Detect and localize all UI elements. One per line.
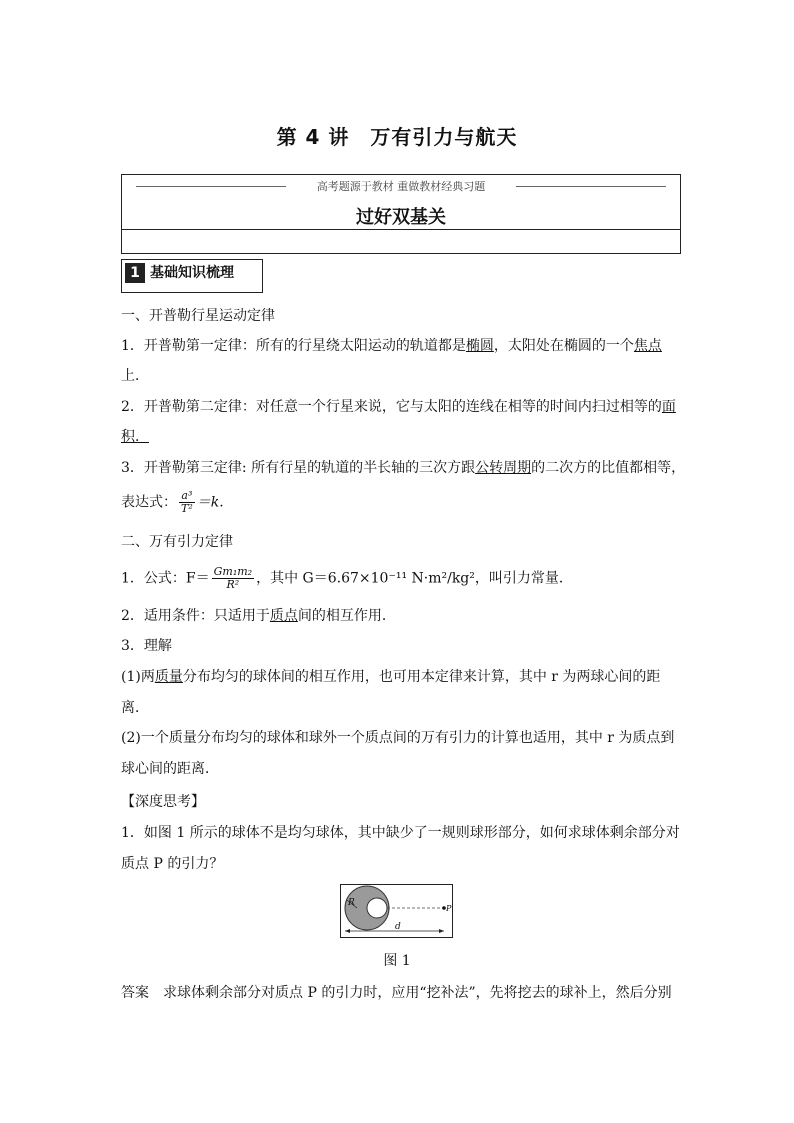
- kepler-third-law: 3．开普勒第三定律: 所有行星的轨道的半长轴的三次方跟公转周期的二次方的比值都相等，: [121, 460, 686, 476]
- kepler-fraction: $\frac{\text{a³}}{\text{T²}}$: [181, 489, 193, 515]
- gravitation-fraction: $\frac{\text{Gm₁m₂}}{\text{R²}}$: [213, 565, 253, 591]
- p-label: P: [446, 904, 452, 913]
- answer: [121, 984, 672, 1002]
- kepler-expression: 表达式： $\frac{\text{a³}}{\text{T²}}$ ＝k.: [121, 489, 224, 515]
- gravitation-formula: 1．公式：F＝ $\frac{\text{Gm₁m₂}}{\text{R²}}$ ，其中 G＝6.67×10⁻¹¹ N·m²/kg²，叫引力常量．: [121, 565, 573, 591]
- point-1-end: 离．: [121, 700, 149, 716]
- point-2: (2)一个质量分布均匀的球体和球外一个质点间的万有引力的计算也适用，其中 r 为质点到: [121, 730, 675, 746]
- banner: [121, 174, 681, 254]
- section-number: 1: [125, 263, 145, 283]
- banner-subtitle: 高考题源于教材 重做教材经典习题: [311, 180, 492, 193]
- kepler-second-law-end: 积．: [121, 429, 149, 445]
- applicable-condition: 2．适用条件：只适用于质点间的相互作用．: [121, 608, 396, 624]
- kepler-first-law: 1．开普勒第一定律：所有的行星绕太阳运动的轨道都是椭圆，太阳处在椭圆的一个焦点: [121, 338, 662, 354]
- kepler-first-law-end: 上．: [121, 368, 149, 384]
- figure-hollow-sphere: [340, 884, 453, 938]
- answer-text: 求球体剩余部分对质点 P 的引力时，应用“挖补法”，先将挖去的球补上，然后分别: [163, 985, 672, 1001]
- point-2-end: 球心间的距离．: [121, 761, 219, 777]
- question-1-end: 质点 P 的引力？: [121, 856, 224, 872]
- banner-main-title: 过好双基关: [356, 207, 446, 228]
- page-title: 第 4 讲 万有引力与航天: [276, 125, 518, 149]
- kepler-second-law: 2．开普勒第二定律：对任意一个行星来说，它与太阳的连线在相等的时间内扫过相等的面: [121, 399, 676, 415]
- understanding-heading: 3．理解: [121, 638, 172, 654]
- d-label: d: [395, 922, 401, 932]
- heading-gravitation: 二、万有引力定律: [121, 534, 233, 550]
- cavity: [367, 898, 387, 918]
- section-label: 基础知识梳理: [150, 265, 234, 281]
- deep-thinking-heading: 【深度思考】: [121, 794, 205, 810]
- heading-kepler: 一、开普勒行星运动定律: [121, 308, 275, 324]
- figure-caption: 图 1: [383, 953, 411, 969]
- point-1: (1)两质量分布均匀的球体间的相互作用，也可用本定律来计算，其中 r 为两球心间的距: [121, 669, 661, 685]
- question-1: 1．如图 1 所示的球体不是均匀球体，其中缺少了一规则球形部分，如何求球体剩余部分对: [121, 825, 680, 841]
- answer-label: 答案: [121, 985, 149, 1001]
- banner-divider: [122, 229, 680, 230]
- section-header: [121, 259, 263, 293]
- r-label: R: [348, 898, 355, 908]
